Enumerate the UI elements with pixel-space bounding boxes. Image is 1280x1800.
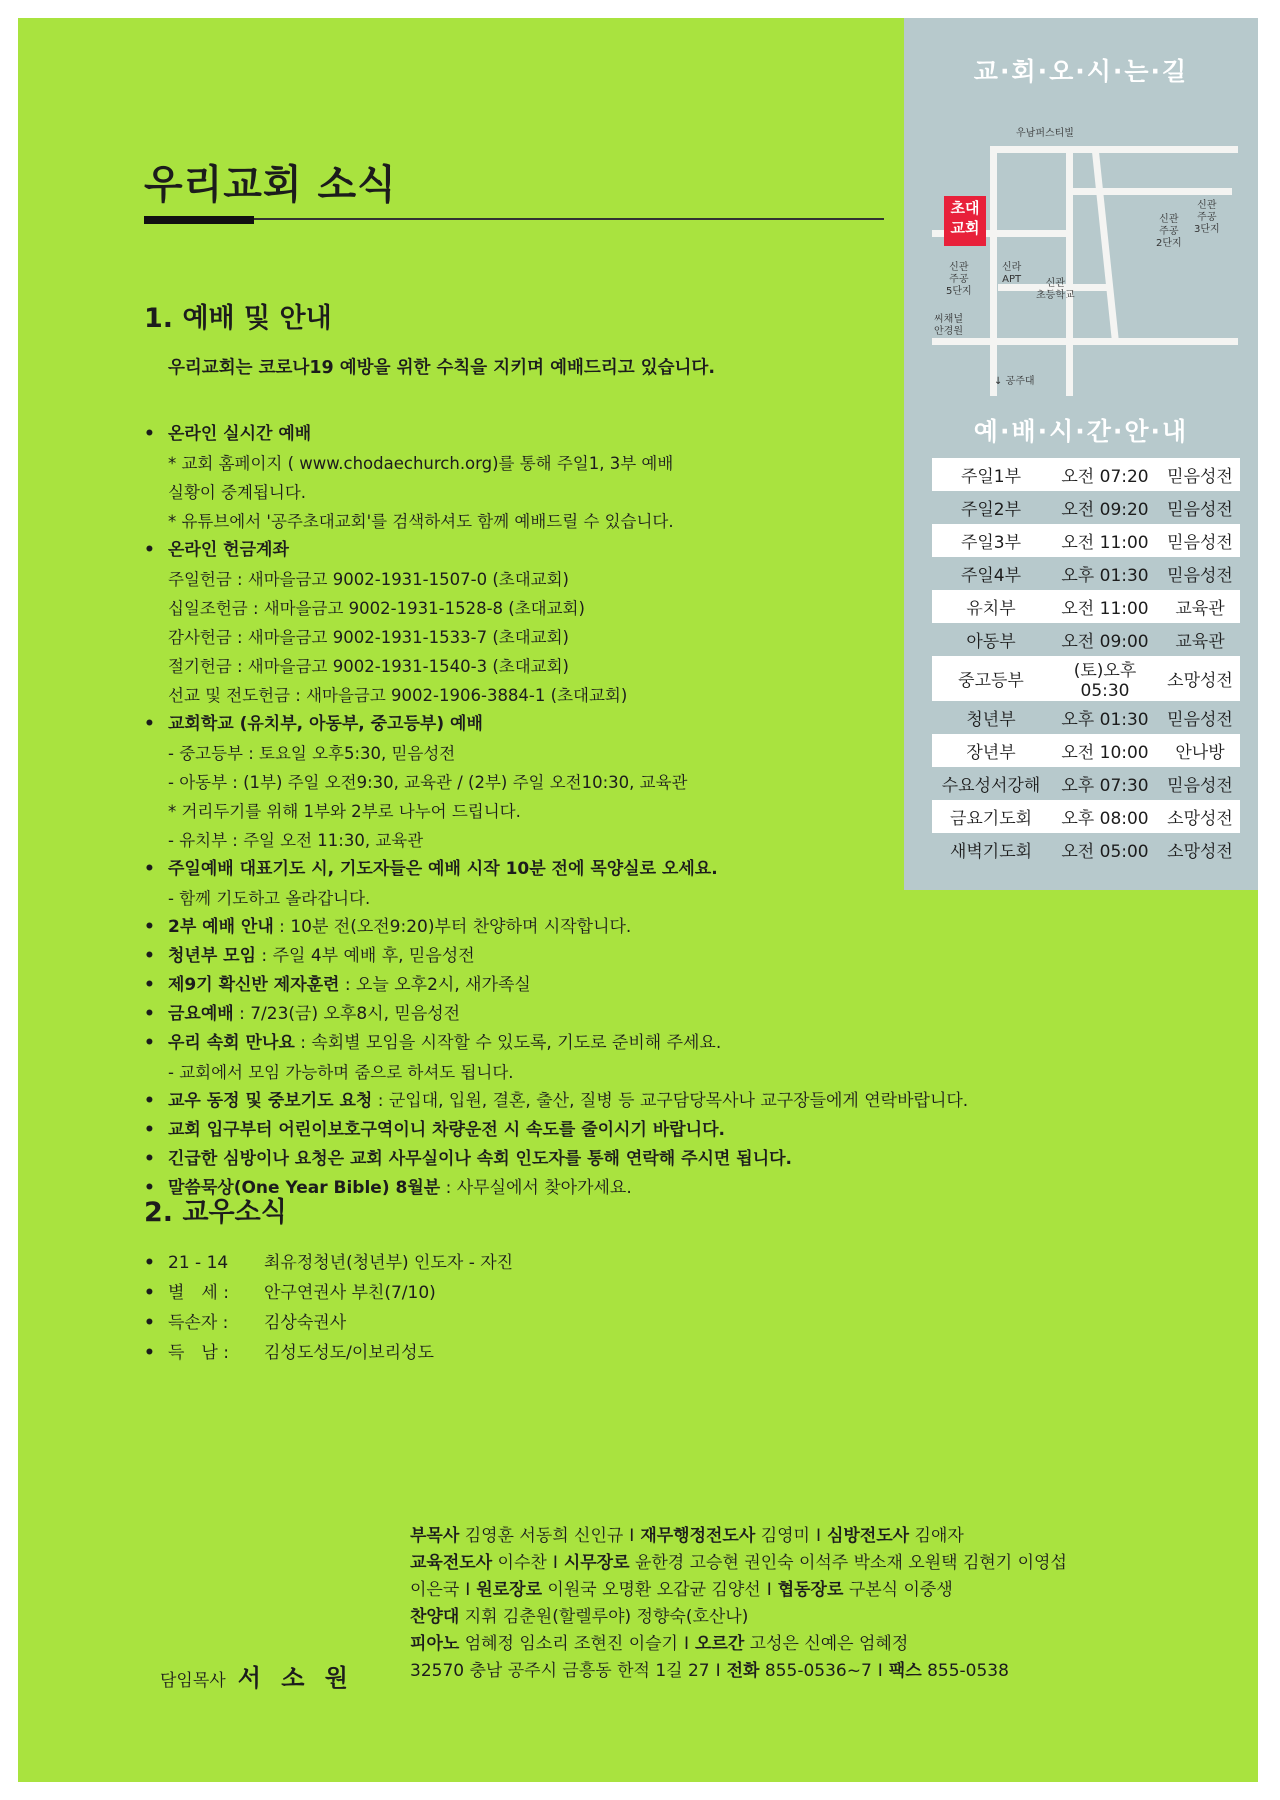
separator: I (815, 1526, 821, 1546)
member-news-list (144, 1248, 513, 1368)
schedule-place: 소망성전 (1160, 656, 1240, 701)
schedule-time: 오후 01:30 (1061, 566, 1149, 586)
staff-names: 윤한경 고승현 권인숙 이석주 박소재 오원택 김현기 이영섭 (634, 1553, 1067, 1573)
schedule-service: 중고등부 (932, 656, 1050, 701)
notice-title: 긴급한 심방이나 요청은 교회 사무실이나 속회 인도자를 통해 연락해 주시면 됩니다. (168, 1149, 792, 1169)
bullet-icon: • (144, 1120, 155, 1140)
notice-title: 온라인 실시간 예배 (168, 424, 312, 444)
staff-names: 김영미 (760, 1526, 810, 1546)
schedule-time: 오전 07:20 (1050, 458, 1160, 491)
map-road (990, 146, 1238, 153)
staff-names: 855-0536~7 (764, 1661, 872, 1681)
bullet-icon: • (144, 1313, 155, 1333)
schedule-time: 오전 09:00 (1061, 632, 1149, 652)
schedule-service: 청년부 (966, 710, 1016, 730)
staff-role: 재무행정전도사 (640, 1526, 756, 1546)
schedule-row (932, 458, 1240, 491)
map-label-shingwan5: 신관 주공 5단지 (946, 262, 972, 297)
staff-role: 부목사 (410, 1526, 460, 1546)
map-label-shingwan3: 신관 주공 3단지 (1194, 200, 1220, 235)
worship-intro: 우리교회는 코로나19 예방을 위한 수칙을 지키며 예배드리고 있습니다. (168, 358, 715, 378)
map-label-shilla-apt: 신라 APT (1002, 262, 1022, 285)
schedule-place: 믿음성전 (1167, 500, 1233, 520)
schedule-service: 유치부 (932, 590, 1050, 623)
schedule-service: 주일1부 (932, 458, 1050, 491)
notice-detail: 선교 및 전도헌금 : 새마을금고 9002-1906-3884-1 (초대교회) (168, 686, 628, 705)
bullet-icon: • (144, 1149, 155, 1169)
schedule-row (932, 491, 1240, 524)
schedule-time: 오전 10:00 (1050, 734, 1160, 767)
map-road (990, 146, 997, 396)
bullet-icon: • (144, 424, 155, 444)
schedule-heading: 예·배·시·간·안·내 (973, 417, 1189, 446)
notice-item (144, 1145, 1074, 1174)
notice-item (144, 1029, 1074, 1087)
member-news-type: 별 세 : (168, 1283, 229, 1303)
notice-item (144, 971, 1074, 1000)
schedule-service: 아동부 (966, 632, 1016, 652)
bullet-icon: • (144, 1253, 155, 1273)
notice-detail: 실황이 중계됩니다. (168, 483, 307, 502)
separator: I (877, 1661, 883, 1681)
staff-role: 원로장로 (476, 1580, 542, 1600)
staff-role: 시무장로 (563, 1553, 630, 1573)
notice-title: 제9기 확신반 제자훈련 (168, 975, 340, 995)
schedule-time: (토)오후 05:30 (1050, 656, 1160, 701)
bullet-icon: • (144, 917, 155, 937)
staff-role: 전화 (726, 1661, 760, 1681)
notice-item (144, 1000, 1074, 1029)
schedule-row (932, 734, 1240, 767)
schedule-place: 믿음성전 (1167, 566, 1233, 586)
member-news-item (144, 1248, 513, 1278)
staff-names: 이수찬 (497, 1553, 547, 1573)
schedule-row (932, 701, 1240, 734)
notice-detail: 감사헌금 : 새마을금고 9002-1931-1533-7 (초대교회) (168, 628, 569, 647)
schedule-row (932, 656, 1240, 701)
schedule-time: 오전 09:20 (1061, 500, 1149, 520)
member-news-item (144, 1338, 513, 1368)
staff-line (410, 1577, 1067, 1604)
schedule-place: 소망성전 (1167, 842, 1233, 862)
schedule-time: 오후 08:00 (1050, 800, 1160, 833)
notice-title: 2부 예배 안내 (168, 917, 274, 937)
directions-heading: 교·회·오·시·는·길 (973, 57, 1189, 86)
notice-item (144, 942, 1074, 971)
senior-pastor-label: 담임목사 (160, 1671, 226, 1691)
separator: I (715, 1661, 721, 1681)
schedule-service: 주일4부 (960, 566, 1022, 586)
notice-detail: 주일헌금 : 새마을금고 9002-1931-1507-0 (초대교회) (168, 570, 569, 589)
bullet-icon: • (144, 1343, 155, 1363)
notice-detail: * 교회 홈페이지 ( www.chodaechurch.org)를 통해 주일1, 3부 예배 (168, 454, 674, 473)
worship-schedule-table (932, 458, 1240, 866)
notice-detail: 절기헌금 : 새마을금고 9002-1931-1540-3 (초대교회) (168, 657, 569, 676)
staff-directory (410, 1523, 1067, 1685)
schedule-service: 주일2부 (960, 500, 1022, 520)
bullet-icon: • (144, 1033, 155, 1053)
map-label-gongjudae: ↓ 공주대 (994, 376, 1035, 387)
member-news-type: 득 남 : (168, 1343, 229, 1363)
schedule-time: 오후 07:30 (1061, 776, 1149, 796)
separator: I (766, 1580, 772, 1600)
notice-item (144, 1116, 1074, 1145)
schedule-row (932, 524, 1240, 557)
staff-names: 지휘 김춘원(할렐루야) 정향숙(호산나) (464, 1607, 749, 1627)
bullet-icon: • (144, 1091, 155, 1111)
staff-line (410, 1523, 1067, 1550)
map-label-ssichaenul: 씨채널 안경원 (934, 314, 963, 337)
member-news-type: 21 - 14 (168, 1253, 229, 1273)
notice-detail: * 유튜브에서 '공주초대교회'를 검색하셔도 함께 예배드릴 수 있습니다. (168, 512, 674, 531)
bullet-icon: • (144, 975, 155, 995)
notice-title: 주일예배 대표기도 시, 기도자들은 예배 시작 10분 전에 목양실로 오세요. (168, 859, 718, 879)
member-news-item (144, 1278, 513, 1308)
senior-pastor-name: 서 소 원 (237, 1664, 354, 1692)
notice-item (144, 913, 1074, 942)
staff-role: 오르간 (694, 1634, 745, 1654)
staff-names: 32570 충남 공주시 금흥동 한적 1길 27 (410, 1661, 710, 1681)
notice-title: 온라인 헌금계좌 (168, 540, 289, 560)
schedule-row (932, 623, 1240, 656)
bullet-icon: • (144, 540, 155, 560)
staff-names: 김애자 (914, 1526, 964, 1546)
schedule-row (932, 590, 1240, 623)
separator: I (465, 1580, 471, 1600)
staff-line (410, 1658, 1067, 1685)
notice-detail: - 함께 기도하고 올라갑니다. (168, 889, 371, 908)
notice-detail: 십일조헌금 : 새마을금고 9002-1931-1528-8 (초대교회) (168, 599, 585, 618)
schedule-service: 주일3부 (932, 524, 1050, 557)
map-road (1072, 188, 1232, 195)
schedule-service: 수요성서강해 (941, 776, 1041, 796)
staff-names: 구본식 이중생 (848, 1580, 953, 1600)
map-label-elementary: 신관 초등학교 (1036, 278, 1075, 301)
member-news-detail: 김성도성도/이보리성도 (264, 1343, 434, 1363)
page-title: 우리교회 소식 (144, 162, 397, 208)
schedule-time: 오전 05:00 (1061, 842, 1149, 862)
notice-text: : 사무실에서 찾아가세요. (440, 1178, 632, 1198)
notice-detail: * 거리두기를 위해 1부와 2부로 나누어 드립니다. (168, 802, 521, 821)
notice-title: 교회 입구부터 어린이보호구역이니 차량운전 시 속도를 줄이시기 바랍니다. (168, 1120, 725, 1140)
schedule-service: 장년부 (932, 734, 1050, 767)
staff-role: 찬양대 (410, 1607, 460, 1627)
staff-names: 엄혜정 임소리 조현진 이슬기 (464, 1634, 678, 1654)
notice-text: : 10분 전(오전9:20)부터 찬양하며 시작합니다. (273, 917, 632, 937)
staff-names: 855-0538 (927, 1661, 1009, 1681)
schedule-place: 믿음성전 (1160, 458, 1240, 491)
schedule-time: 오전 11:00 (1050, 590, 1160, 623)
staff-line (410, 1631, 1067, 1658)
staff-line (410, 1550, 1067, 1577)
member-news-detail: 김상숙권사 (264, 1313, 347, 1333)
schedule-place: 믿음성전 (1160, 524, 1240, 557)
staff-role: 심방전도사 (826, 1526, 910, 1546)
notice-title: 교우 동정 및 중보기도 요청 (168, 1091, 373, 1111)
schedule-service: 새벽기도회 (949, 842, 1033, 862)
separator: I (552, 1553, 558, 1573)
schedule-place: 교육관 (1160, 590, 1240, 623)
notice-detail: - 유치부 : 주일 오전 11:30, 교육관 (168, 831, 424, 850)
notice-title: 우리 속회 만나요 (168, 1033, 295, 1053)
title-rule (144, 218, 884, 220)
separator: I (683, 1634, 689, 1654)
notice-text: : 군입대, 입원, 결혼, 출산, 질병 등 교구담당목사나 교구장들에게 연락바랍니다. (372, 1091, 969, 1111)
notice-title: 금요예배 (168, 1004, 234, 1024)
map-road (1092, 152, 1119, 342)
schedule-place: 믿음성전 (1167, 710, 1233, 730)
section-heading-members: 2. 교우소식 (144, 1197, 287, 1228)
staff-role: 팩스 (888, 1661, 922, 1681)
notice-text: : 속회별 모임을 시작할 수 있도록, 기도로 준비해 주세요. (294, 1033, 722, 1053)
notice-title: 말씀묵상(One Year Bible) 8월분 (168, 1178, 441, 1198)
notice-item (144, 1087, 1074, 1116)
staff-names: 고성은 신예은 엄혜정 (749, 1634, 909, 1654)
separator: I (629, 1526, 635, 1546)
bulletin-page (18, 18, 1258, 1782)
directions-map (932, 108, 1240, 400)
church-marker: 초대 교회 (944, 196, 986, 246)
info-panel (904, 18, 1258, 890)
notice-text: : 오늘 오후2시, 새가족실 (339, 975, 531, 995)
notice-detail: - 교회에서 모임 가능하며 줌으로 하셔도 됩니다. (168, 1063, 514, 1082)
staff-line (410, 1604, 1067, 1631)
title-rule-accent (144, 216, 254, 224)
senior-pastor (160, 1658, 354, 1693)
staff-role: 교육전도사 (410, 1553, 493, 1573)
schedule-place: 안나방 (1160, 734, 1240, 767)
member-news-detail: 안구연권사 부친(7/10) (264, 1283, 436, 1303)
bullet-icon: • (144, 714, 155, 734)
member-news-type: 득손자 : (168, 1313, 229, 1333)
notice-text: : 7/23(금) 오후8시, 믿음성전 (233, 1004, 461, 1024)
schedule-place: 교육관 (1175, 632, 1225, 652)
staff-role: 협동장로 (777, 1580, 844, 1600)
notice-detail: - 중고등부 : 토요일 오후5:30, 믿음성전 (168, 744, 456, 763)
staff-names: 이원국 오명환 오갑균 김양선 (547, 1580, 761, 1600)
map-label-shingwan2: 신관 주공 2단지 (1156, 214, 1182, 249)
schedule-time: 오후 01:30 (1061, 710, 1149, 730)
schedule-row (932, 767, 1240, 800)
staff-role: 피아노 (410, 1634, 460, 1654)
schedule-row (932, 800, 1240, 833)
member-news-detail: 최유정청년(청년부) 인도자 - 자진 (264, 1253, 514, 1273)
section-heading-worship: 1. 예배 및 안내 (144, 303, 332, 334)
schedule-time: 오전 11:00 (1050, 524, 1160, 557)
map-road (932, 338, 1238, 345)
member-news-item (144, 1308, 513, 1338)
bullet-icon: • (144, 1178, 155, 1198)
staff-names: 이은국 (410, 1580, 460, 1600)
schedule-place: 소망성전 (1160, 800, 1240, 833)
bullet-icon: • (144, 859, 155, 879)
schedule-place: 믿음성전 (1167, 776, 1233, 796)
notice-text: : 주일 4부 예배 후, 믿음성전 (256, 946, 475, 966)
notice-title: 교회학교 (유치부, 아동부, 중고등부) 예배 (168, 714, 483, 734)
schedule-row (932, 833, 1240, 866)
staff-names: 김영훈 서동희 신인규 (464, 1526, 624, 1546)
bullet-icon: • (144, 946, 155, 966)
map-label-woonam: 우남퍼스티빌 (1016, 128, 1074, 139)
map-road (1066, 146, 1073, 396)
schedule-row (932, 557, 1240, 590)
bullet-icon: • (144, 1004, 155, 1024)
schedule-service: 금요기도회 (932, 800, 1050, 833)
notice-detail: - 아동부 : (1부) 주일 오전9:30, 교육관 / (2부) 주일 오전10:30, 교육관 (168, 773, 688, 792)
bullet-icon: • (144, 1283, 155, 1303)
notice-title: 청년부 모임 (168, 946, 257, 966)
